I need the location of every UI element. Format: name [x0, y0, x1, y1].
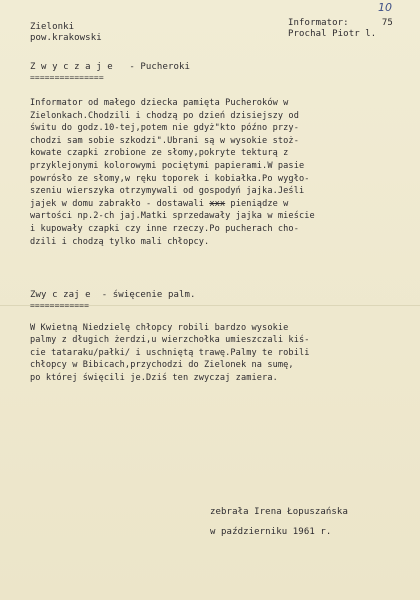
date-line: w październiku 1961 r.: [210, 527, 332, 537]
header-left: [30, 22, 102, 44]
place-name: Zielonki: [30, 22, 75, 32]
page-number: 10: [378, 1, 392, 14]
body-line: cie tataraku/pałki/ i uschniętą trawę.Palmy te robili: [30, 347, 310, 358]
struck-out-word: xxx: [209, 198, 226, 209]
body-line: Informator od małego dziecka pamięta Pucheroków w: [30, 98, 289, 108]
section2-body: [30, 322, 310, 384]
collector-line: zebrała Irena Łopuszańska: [210, 507, 348, 517]
body-line: W Kwietną Niedzielę chłopcy robili bardzo wysokie: [30, 323, 289, 333]
informant-name: Prochal Piotr l.: [288, 29, 377, 39]
signature-block: [210, 502, 348, 542]
body-line: szeniu wierszyka otrzymywali od gospodyń jajka.Jeśli: [30, 186, 305, 197]
body-line: kowate czapki zrobione ze słomy,pokryte tekturą z: [30, 148, 289, 159]
section2-title: Zwy c zaj e - święcenie palm.: [30, 290, 196, 300]
district-name: pow.krakowski: [30, 33, 102, 43]
body-line: wartości np.2-ch jaj.Matki sprzedawały jajka w mieście: [30, 211, 315, 222]
body-line: chłopcy w Bibicach,przychodzi do Zielonek na sumę,: [30, 360, 294, 371]
body-line-end: pieniądze w: [225, 198, 289, 209]
body-line: Zielonkach.Chodzili i chodzą po dzień dzisiejszy od: [30, 110, 299, 121]
body-line: i kupowały czapki czy inne rzeczy.Po pucherach cho-: [30, 223, 299, 234]
body-line: świtu do godz.10-tej,potem nie gdyż"kto późno przy-: [30, 123, 299, 134]
body-line: przyklejonymi kolorowymi pociętymi papierami.W pasie: [30, 160, 305, 171]
body-line: palmy z długich żerdzi,u wierzchołka umieszczali kiś-: [30, 335, 310, 346]
informant-label: Informator:: [288, 18, 349, 28]
section1-title: Z w y c z a j e - Pucheroki: [30, 62, 191, 72]
body-line: chodzi sam sobie szkodzi".Ubrani są w wysokie stoż-: [30, 135, 299, 146]
body-line: jajek w domu zabrakło - dostawali: [30, 198, 205, 209]
body-line: dzili i chodzą tylko mali chłopcy.: [30, 236, 210, 247]
section2-underline: ============: [30, 301, 89, 310]
body-line: po której święcili je.Dziś ten zwyczaj zamiera.: [30, 372, 278, 383]
informant-number: 75: [381, 18, 393, 28]
body-line: powrósło ze słomy,w ręku toporek i kobiałka.Po wygło-: [30, 173, 310, 184]
section1-body: [30, 97, 315, 248]
section1-underline: ===============: [30, 73, 104, 82]
header-right: [288, 18, 393, 40]
